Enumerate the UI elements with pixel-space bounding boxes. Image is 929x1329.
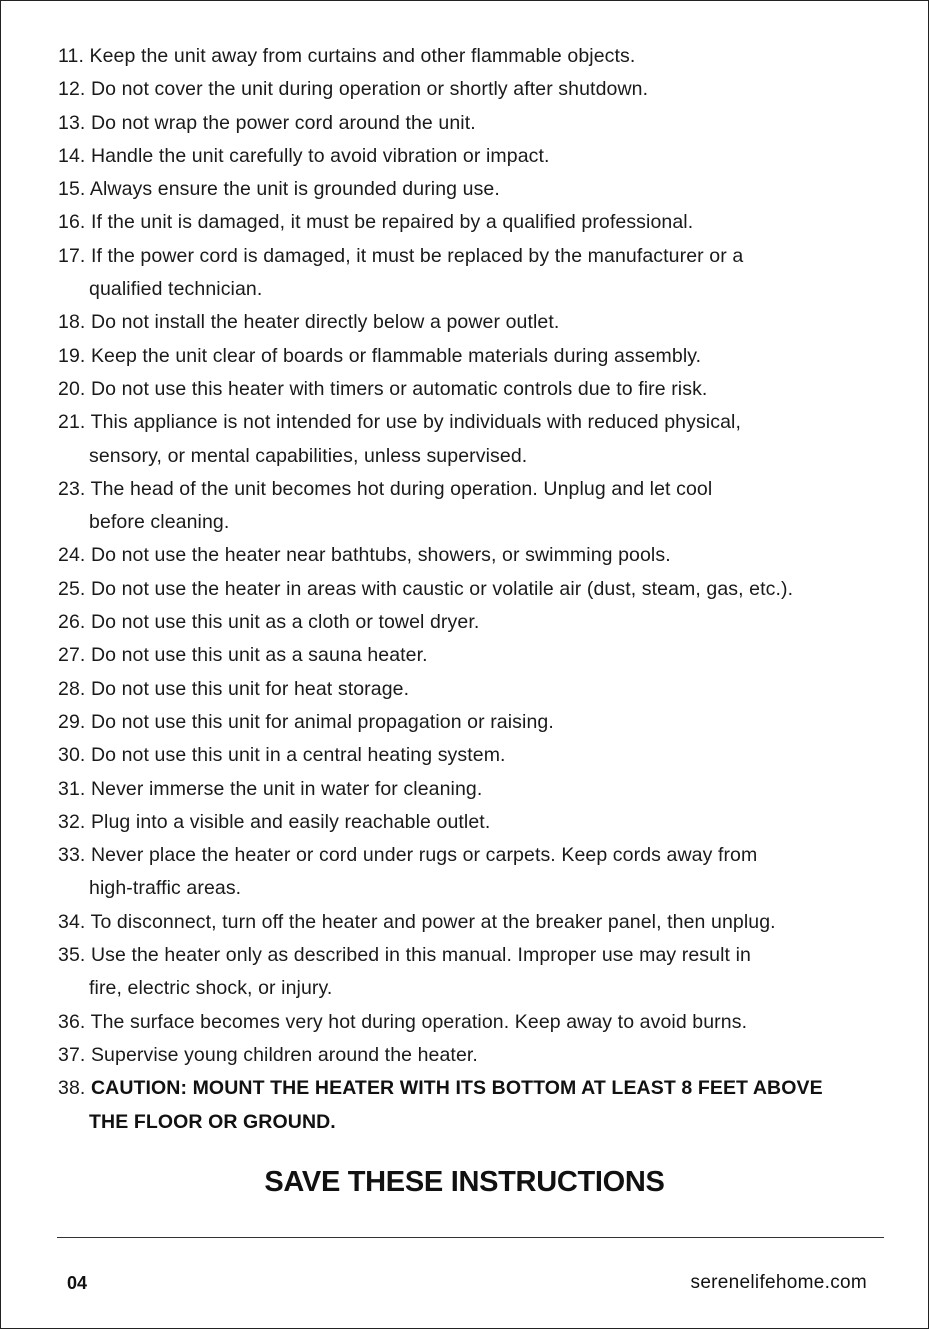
instruction-text: To disconnect, turn off the heater and power at the breaker panel, then unplug. xyxy=(90,910,776,933)
website-url: serenelifehome.com xyxy=(690,1272,867,1293)
instruction-text: The surface becomes very hot during operation. Keep away to avoid burns. xyxy=(90,1010,748,1033)
instruction-number: 34. xyxy=(58,910,86,933)
instruction-number: 13. xyxy=(58,111,86,134)
instruction-number: 18. xyxy=(58,311,86,334)
instruction-item xyxy=(58,406,898,473)
instruction-number: 28. xyxy=(58,677,86,700)
instruction-text: Handle the unit carefully to avoid vibration or impact. xyxy=(90,144,550,167)
instruction-number: 38. xyxy=(58,1077,86,1100)
instruction-item xyxy=(58,573,898,606)
instruction-text: Do not use the heater near bathtubs, showers, or swimming pools. xyxy=(90,544,671,567)
instruction-item xyxy=(58,739,898,772)
instruction-number: 25. xyxy=(58,577,86,600)
instruction-text: This appliance is not intended for use by individuals with reduced physical, xyxy=(90,411,741,434)
instruction-text: CAUTION: MOUNT THE HEATER WITH ITS BOTTOM AT LEAST 8 FEET ABOVE xyxy=(90,1077,823,1100)
instruction-number: 37. xyxy=(58,1043,86,1066)
instruction-item xyxy=(58,906,898,939)
instruction-number: 32. xyxy=(58,810,86,833)
instruction-text: Never place the heater or cord under rugs or carpets. Keep cords away from xyxy=(90,844,758,867)
instruction-text: Do not use this unit in a central heating system. xyxy=(90,744,506,767)
instruction-item xyxy=(58,706,898,739)
instruction-number: 30. xyxy=(58,744,86,767)
instruction-text: The head of the unit becomes hot during operation. Unplug and let cool xyxy=(90,477,713,500)
instruction-item xyxy=(58,40,898,73)
instruction-number: 35. xyxy=(58,944,86,967)
instruction-number: 16. xyxy=(58,211,86,234)
instruction-number: 15. xyxy=(58,178,86,201)
page-number: 04 xyxy=(67,1273,88,1293)
instruction-item xyxy=(58,107,898,140)
instruction-number: 36. xyxy=(58,1010,86,1033)
instruction-text-continued: fire, electric shock, or injury. xyxy=(89,977,333,1000)
instruction-text: Keep the unit clear of boards or flammable materials during assembly. xyxy=(90,344,702,367)
instruction-item xyxy=(58,773,898,806)
instruction-number: 26. xyxy=(58,611,86,634)
instruction-text: Do not use the heater in areas with caustic or volatile air (dust, steam, gas, etc.). xyxy=(90,577,794,600)
instruction-number: 17. xyxy=(58,244,86,267)
instruction-number: 11. xyxy=(58,45,84,67)
instruction-text: Never immerse the unit in water for cleaning. xyxy=(90,777,483,800)
instruction-item xyxy=(58,73,898,106)
instruction-text: Do not use this unit as a cloth or towel dryer. xyxy=(90,611,480,634)
instruction-text-continued: THE FLOOR OR GROUND. xyxy=(89,1110,336,1133)
instruction-item xyxy=(58,206,898,239)
instruction-item xyxy=(58,140,898,173)
instruction-text-continued: before cleaning. xyxy=(89,511,230,534)
instruction-number: 19. xyxy=(58,344,86,367)
instruction-text-continued: sensory, or mental capabilities, unless supervised. xyxy=(89,444,528,467)
instruction-item xyxy=(58,839,898,906)
instruction-item xyxy=(58,606,898,639)
instruction-item xyxy=(58,539,898,572)
instruction-number: 29. xyxy=(58,710,86,733)
instruction-item xyxy=(58,939,898,1006)
instruction-text: Do not wrap the power cord around the unit. xyxy=(90,111,476,134)
instruction-text: Do not use this unit for animal propagation or raising. xyxy=(90,710,554,733)
instruction-text: Do not use this unit for heat storage. xyxy=(90,677,410,700)
instruction-item xyxy=(58,1039,898,1072)
instruction-item xyxy=(58,1006,898,1039)
instruction-item xyxy=(58,340,898,373)
instruction-item xyxy=(58,473,898,540)
instruction-item xyxy=(58,173,898,206)
instruction-text: Do not install the heater directly below a power outlet. xyxy=(90,311,560,334)
instruction-number: 23. xyxy=(58,477,86,500)
instruction-item xyxy=(58,806,898,839)
instruction-number: 31. xyxy=(58,777,86,800)
instruction-text: If the unit is damaged, it must be repaired by a qualified professional. xyxy=(90,211,694,234)
instruction-item xyxy=(58,639,898,672)
instruction-number: 14. xyxy=(58,144,86,167)
instruction-text: Do not use this heater with timers or automatic controls due to fire risk. xyxy=(90,377,708,400)
instruction-number: 24. xyxy=(58,544,86,567)
instruction-number: 20. xyxy=(58,377,86,400)
instruction-text-continued: high-traffic areas. xyxy=(89,877,242,900)
instruction-number: 27. xyxy=(58,644,86,667)
instruction-item xyxy=(58,673,898,706)
instruction-item xyxy=(58,373,898,406)
instruction-text: Do not use this unit as a sauna heater. xyxy=(90,644,428,667)
instruction-text: If the power cord is damaged, it must be replaced by the manufacturer or a xyxy=(90,244,744,267)
instruction-number: 21. xyxy=(58,411,86,434)
instruction-text: Plug into a visible and easily reachable outlet. xyxy=(90,810,491,833)
instruction-item xyxy=(58,306,898,339)
footer-divider xyxy=(57,1237,884,1238)
instruction-item xyxy=(58,1072,898,1139)
instruction-text-continued: qualified technician. xyxy=(89,278,263,301)
save-instructions-heading: SAVE THESE INSTRUCTIONS xyxy=(264,1166,665,1198)
instruction-text: Supervise young children around the heater. xyxy=(90,1043,478,1066)
instruction-item xyxy=(58,240,898,307)
instruction-number: 12. xyxy=(58,78,86,101)
instruction-text: Always ensure the unit is grounded during use. xyxy=(89,178,500,201)
instruction-number: 33. xyxy=(58,844,86,867)
instruction-text: Use the heater only as described in this manual. Improper use may result in xyxy=(90,944,751,967)
safety-instructions-list xyxy=(58,40,898,1139)
instruction-text: Do not cover the unit during operation or shortly after shutdown. xyxy=(90,78,649,101)
instruction-text: Keep the unit away from curtains and other flammable objects. xyxy=(89,45,636,67)
